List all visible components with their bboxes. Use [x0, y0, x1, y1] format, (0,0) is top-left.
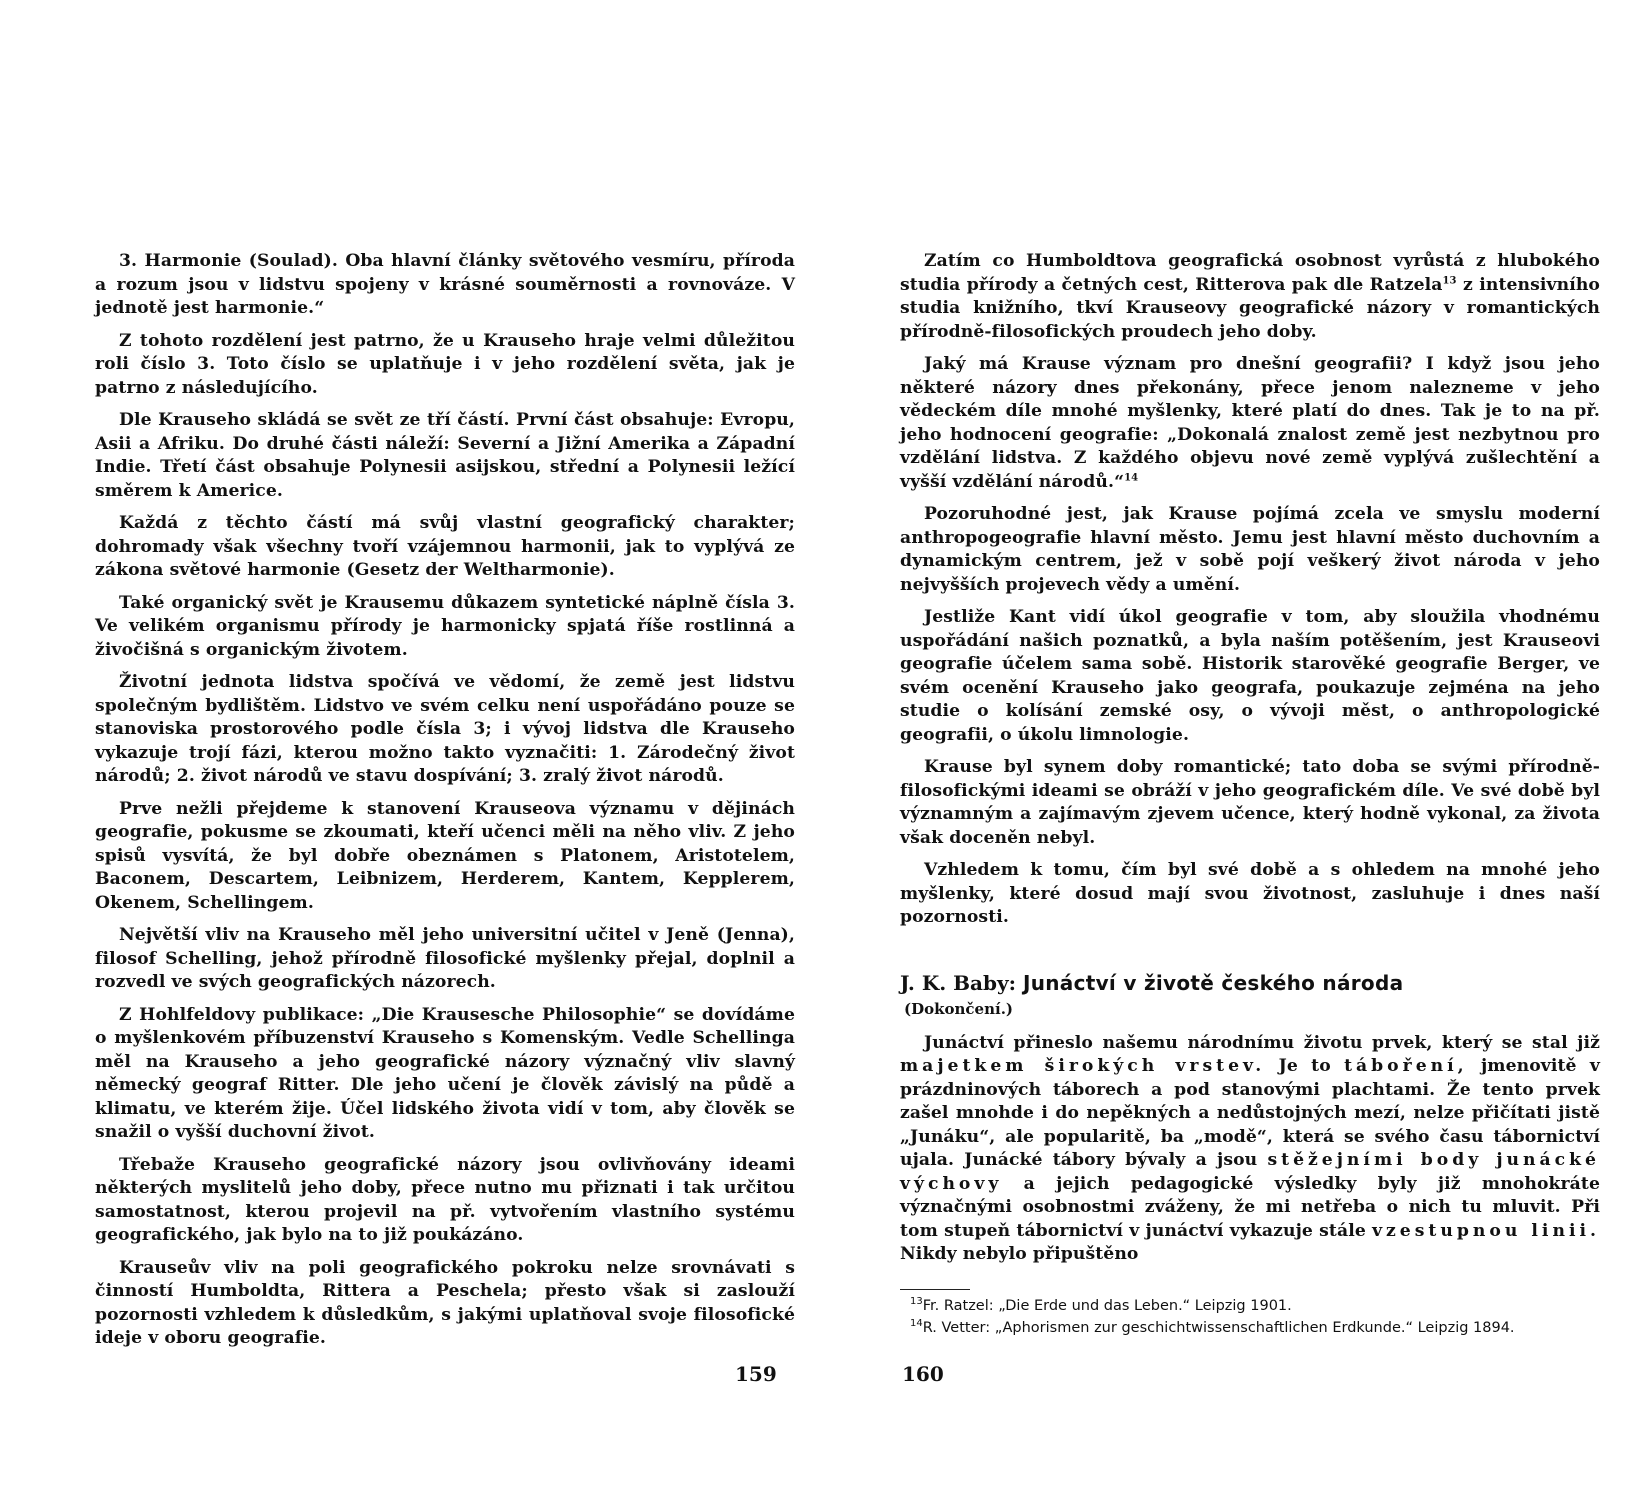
left-page [95, 250, 795, 1360]
footnote-ref-13: 13 [1442, 274, 1457, 286]
page-number-right: 160 [902, 1362, 944, 1386]
article-spaced-2: táboření, [1344, 1056, 1468, 1076]
article-heading [900, 970, 1600, 996]
footnote-divider [900, 1289, 970, 1290]
article-text-3: jmenovitě v prázdninových táborech a pod stanovými plachtami. Že tento prvek zašel mnohde i do nepěkných a nedůstojných mezí, nelze přičítati jistě „Junáku“, ale popularitě, ba „modě“, která se svého času tábornictví ujala. Junácké tábory bývaly a jsou [900, 1056, 1600, 1170]
left-paragraph-5: Také organický svět je Krausemu důkazem syntetické náplně čísla 3. Ve velikém organismu přírody je harmonicky spjatá říše rostlinná a živočišná s organickým životem. [95, 592, 795, 660]
footnote-mark-14: 14 [910, 1317, 923, 1329]
article-spaced-1: majetkem širokých vrstev. [900, 1056, 1266, 1076]
article-text-5: Nikdy nebylo připuštěno [900, 1244, 1139, 1264]
article-text-4: a jejich pedagogické výsledky byly již mnohokráte význačnými osobnostmi zváženy, že mi netřeba o nich tu mluvit. Při tom stupeň tábornictví v junáctví vykazuje stále [900, 1173, 1600, 1241]
right-paragraph-2 [900, 353, 1600, 494]
right-paragraph-1-text: Zatím co Humboldtova geografická osobnost vyrůstá z hlubokého studia přírody a četných cest, Ritterova pak dle Ratzela [900, 251, 1600, 295]
article-text-2: Je to [1278, 1056, 1331, 1076]
article-title: Junáctví v životě českého národa [1022, 970, 1404, 995]
footnote-mark-13: 13 [910, 1295, 923, 1307]
page-number-left: 159 [735, 1362, 777, 1386]
article-spaced-3: stěžejními body junácké výchovy [900, 1150, 1600, 1194]
right-paragraph-1-cont: z intensivního studia knižního, tkví Krauseovy geografické názory v romantických přírodně-filosofických proudech jeho doby. [900, 274, 1600, 342]
left-paragraph-10: Třebaže Krauseho geografické názory jsou ovlivňovány ideami některých myslitelů jeho doby, přece nutno mu přiznati i tak určitou samostatnost, kterou projevil na př. vytvořením vlastního systému geografického, jak bylo na to již poukázáno. [95, 1154, 795, 1245]
footnote-14 [900, 1318, 1600, 1338]
left-paragraph-4: Každá z těchto částí má svůj vlastní geografický charakter; dohromady však všechny tvoří vzájemnou harmonii, jak to vyplývá ze zákona světové harmonie (Gesetz der Weltharmonie). [95, 513, 795, 580]
footnote-ref-14: 14 [1124, 471, 1139, 483]
footnote-text-14: R. Vetter: „Aphorismen zur geschichtwissenschaftlichen Erdkunde.“ Leipzig 1894. [922, 1319, 1515, 1336]
right-paragraph-2-text: Jaký má Krause význam pro dnešní geografii? I když jsou jeho některé názory dnes překonány, přece jenom nalezneme v jeho vědeckém díle mnohé myšlenky, které platí do dnes. Tak je to na př. jeho hodnocení geografie: „Dokonalá znalost země jest nezbytnou pro vzdělání lidstva. Z každého objevu nové země vyplývá zušlechtění a vyšší vzdělání národů.“ [900, 354, 1600, 492]
right-paragraph-4: Jestliže Kant vidí úkol geografie v tom, aby sloužila vhodnému uspořádání našich poznatků, a byla naším potěšením, jest Krauseovi geografie účelem sama sobě. Historik starověké geografie Berger, ve svém ocenění Krauseho jako geografa, poukazuje zejména na jeho studie o kolísání zemské osy, o vývoji měst, o anthropologické geografii, o úkolu limnologie. [900, 607, 1600, 745]
article-text-1: Junáctví přineslo našemu národnímu životu prvek, který se stal již [924, 1032, 1600, 1053]
left-paragraph-9: Z Hohlfeldovy publikace: „Die Krausesche Philosophie“ se dovídáme o myšlenkovém příbuzenství Krauseho s Komenským. Vedle Schellinga měl na Krauseho a jeho geografické názory význačný vliv slavný německý geograf Ritter. Dle jeho učení je člověk závislý na půdě a klimatu, ve kterém žije. Účel lidského života vidí v tom, aby člověk se snažil o vyšší duchovní život. [95, 1004, 795, 1142]
left-paragraph-8: Největší vliv na Krauseho měl jeho universitní učitel v Jeně (Jenna), filosof Schelling, jehož přírodně filosofické myšlenky přejal, doplnil a rozvedl ve svých geografických názorech. [95, 925, 795, 992]
left-paragraph-7: Prve nežli přejdeme k stanovení Krauseova významu v dějinách geografie, pokusme se zkoumati, kteří učenci měli na něho vliv. Z jeho spisů vysvítá, že byl dobře obeznámen s Platonem, Aristotelem, Baconem, Descartem, Leibnizem, Herderem, Kantem, Kepplerem, Okenem, Schellingem. [95, 798, 795, 913]
article-author: J. K. Baby: [900, 970, 1016, 995]
footnote-13 [900, 1296, 1600, 1316]
article-spaced-4: vzestupnou linii. [1372, 1220, 1601, 1241]
right-paragraph-3: Pozoruhodné jest, jak Krause pojímá zcela ve smyslu moderní anthropogeografie hlavní město. Jemu jest hlavní město duchovním a dynamickým centrem, jež v sobě pojí veškerý život národa v jeho nejvyšších projevech vědy a umění. [900, 504, 1600, 595]
left-paragraph-3: Dle Krauseho skládá se svět ze tří částí. První část obsahuje: Evropu, Asii a Afriku. Do druhé části náleží: Severní a Jižní Amerika a Západní Indie. Třetí část obsahuje Polynesii asijskou, střední a Polynesii ležící směrem k Americe. [95, 410, 795, 501]
left-paragraph-11: Krauseův vliv na poli geografického pokroku nelze srovnávati s činností Humboldta, Rittera a Peschela; přesto však si zaslouží pozornosti vzhledem k důsledkům, s jakými uplatňoval svoje filosofické ideje v oboru geografie. [95, 1257, 795, 1348]
left-paragraph-2: Z tohoto rozdělení jest patrno, že u Krauseho hraje velmi důležitou roli číslo 3. Toto číslo se uplatňuje i v jeho rozdělení světa, jak je patrno z následujícího. [95, 330, 795, 398]
left-paragraph-6: Životní jednota lidstva spočívá ve vědomí, že země jest lidstvu společným bydlištěm. Lidstvo ve svém celku není uspořádáno pouze se stanoviska prostorového podle čísla 3; i vývoj lidstva dle Krauseho vykazuje trojí fázi, kterou možno takto vyznačiti: 1. Zárodečný život národů; 2. život národů ve stavu dospívání; 3. zralý život národů. [95, 672, 795, 786]
article-subtitle: (Dokončení.) [904, 999, 1014, 1018]
right-paragraph-6: Vzhledem k tomu, čím byl své době a s ohledem na mnohé jeho myšlenky, které dosud mají svou životnost, zasluhuje i dnes naší pozornosti. [900, 860, 1600, 927]
right-page [900, 250, 1600, 1340]
footnote-text-13: Fr. Ratzel: „Die Erde und das Leben.“ Leipzig 1901. [922, 1297, 1292, 1314]
right-paragraph-5: Krause byl synem doby romantické; tato doba se svými přírodně-filosofickými ideami se obráží v jeho geografickém díle. Ve své době byl významným a zajímavým zjevem učence, který hodně vykonal, za života však doceněn nebyl. [900, 757, 1600, 848]
left-paragraph-1: 3. Harmonie (Soulad). Oba hlavní články světového vesmíru, příroda a rozum jsou v lidstvu spojeny v krásné souměrnosti a rovnováze. V jednotě jest harmonie.“ [95, 251, 795, 318]
right-paragraph-1 [900, 250, 1600, 344]
article-paragraph [900, 1032, 1600, 1267]
